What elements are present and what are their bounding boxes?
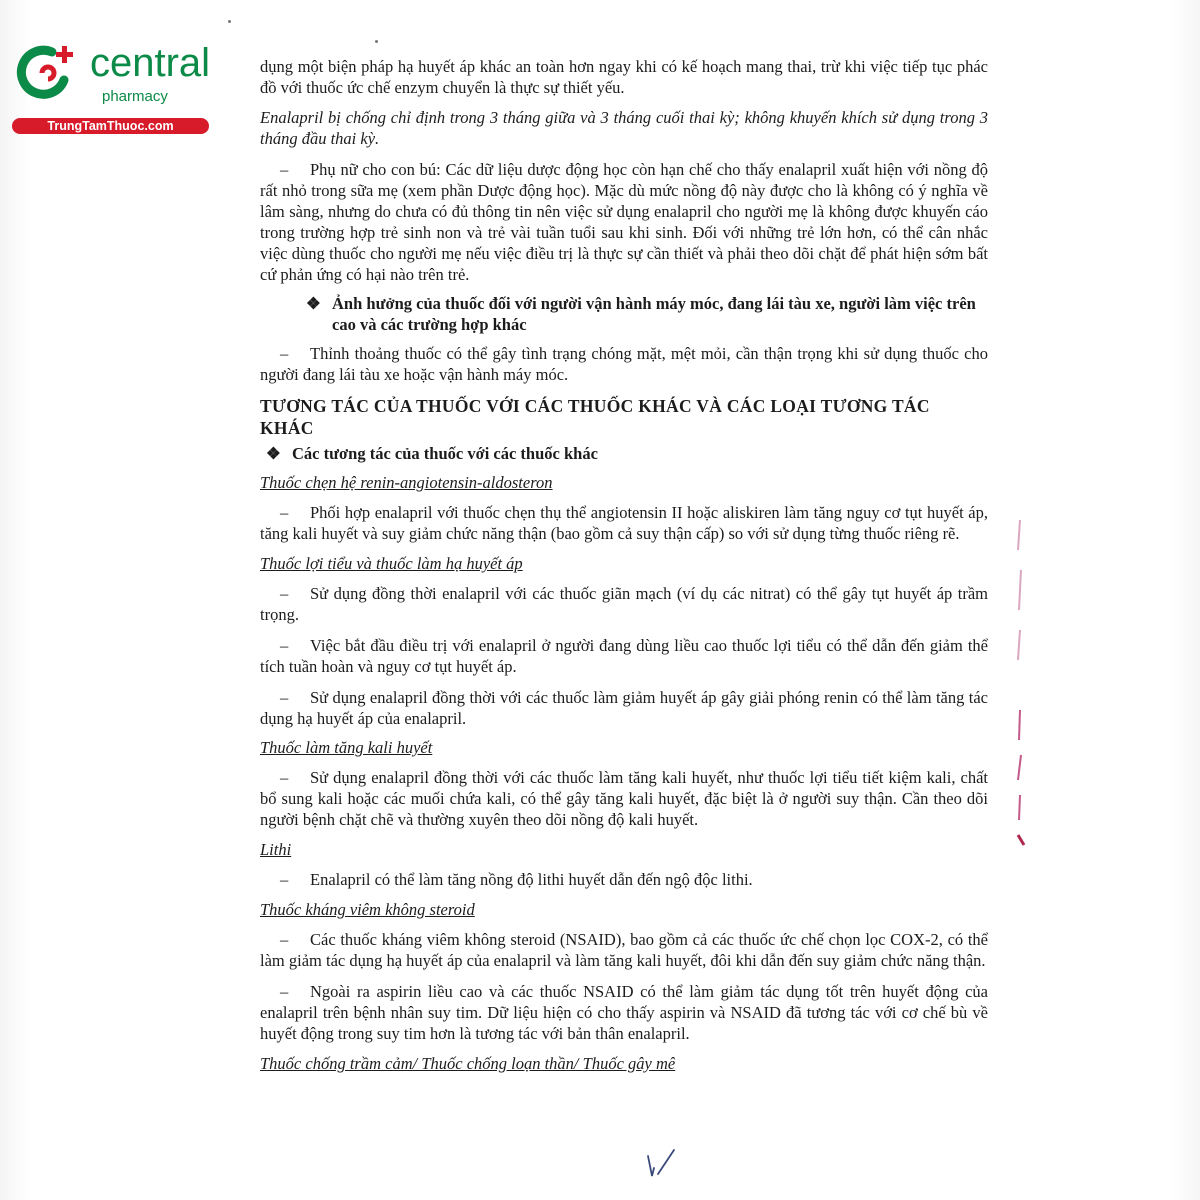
subheading-raas: Thuốc chẹn hệ renin-angiotensin-aldosteron xyxy=(260,473,553,492)
pharmacy-cross-icon xyxy=(12,40,78,106)
paragraph-text: Sử dụng enalapril đồng thời với các thuốc làm tăng kali huyết, như thuốc lợi tiểu tiết kiệm kali, chất bổ sung kali hoặc các muối chứa kali, có thể gây tăng kali huyết, đặc biệt là ở người suy thận. Cần theo dõi người bệnh chặt chẽ và thường xuyên theo dõi nồng độ kali huyết. xyxy=(260,768,988,829)
stamp-marks xyxy=(1010,510,1030,860)
paragraph-nsaid xyxy=(260,929,988,971)
paragraph-diuretics xyxy=(260,635,988,677)
paragraph-text: Phụ nữ cho con bú: Các dữ liệu dược động học còn hạn chế cho thấy enalapril xuất hiện với nồng độ rất nhỏ trong sữa mẹ (xem phần Dược động học). Mặc dù mức nồng độ này được cho là không có ý nghĩa về lâm sàng, nhưng do chưa có đủ thông tin nên việc sử dụng enalapril cho người mẹ là không được khuyến cáo trong trường hợp trẻ sinh non và trẻ vài tuần tuổi sau khi sinh. Đối với những trẻ lớn hơn, có thể cân nhắc việc dùng thuốc cho người mẹ nếu việc điều trị là thực sự cần thiết và phải theo dõi chặt để phát hiện sớm bất cứ phản ứng có hại nào trên trẻ. xyxy=(260,160,988,284)
subheading-lithium: Lithi xyxy=(260,840,292,859)
diamond-bullet-icon: ❖ xyxy=(306,294,321,313)
logo-name: central xyxy=(90,41,211,85)
paragraph-text: Sử dụng enalapril đồng thời với các thuốc làm giảm huyết áp gây giải phóng renin có thể làm tăng tác dụng hạ huyết áp của enalapril. xyxy=(260,688,988,728)
bullet-heading-drug-interactions xyxy=(266,443,988,464)
paragraph-aspirin xyxy=(260,981,988,1044)
dash-marker: – xyxy=(280,930,289,949)
subheading-diuretics: Thuốc lợi tiểu và thuốc làm hạ huyết áp xyxy=(260,554,523,573)
paragraph-text: Phối hợp enalapril với thuốc chẹn thụ thể angiotensin II hoặc aliskiren làm tăng nguy cơ tụt huyết áp, tăng kali huyết và suy giảm chức năng thận (bao gồm cả suy thận cấp) so với sử dụng từng thuốc riêng rẽ. xyxy=(260,503,988,543)
dash-marker: – xyxy=(280,636,289,655)
bullet-heading-text: Ảnh hưởng của thuốc đối với người vận hành máy móc, đang lái tàu xe, người làm việc trên cao và các trường hợp khác xyxy=(332,294,976,334)
paragraph-raas xyxy=(260,502,988,544)
central-pharmacy-logo[interactable] xyxy=(12,38,212,138)
subheading-nsaid: Thuốc kháng viêm không steroid xyxy=(260,900,475,919)
paragraph-text: Các thuốc kháng viêm không steroid (NSAID), bao gồm cả các thuốc ức chế chọn lọc COX-2, có thể làm giảm tác dụng hạ huyết áp của enalapril và làm tăng kali huyết, đôi khi dẫn đến suy giảm chức năng thận. xyxy=(260,930,988,970)
paragraph: dụng một biện pháp hạ huyết áp khác an toàn hơn ngay khi có kế hoạch mang thai, trừ khi việc tiếp tục phác đồ với thuốc ức chế enzym chuyển là thực sự thiết yếu. xyxy=(260,57,988,97)
paragraph-breastfeeding xyxy=(260,159,988,285)
dash-marker: – xyxy=(280,503,289,522)
paragraph-text: Việc bắt đầu điều trị với enalapril ở người đang dùng liều cao thuốc lợi tiểu có thể dẫn đến giảm thể tích tuần hoàn và nguy cơ tụt huyết áp. xyxy=(260,636,988,676)
scan-speck xyxy=(228,20,231,23)
dash-marker: – xyxy=(280,344,289,363)
section-heading-interactions: TƯƠNG TÁC CỦA THUỐC VỚI CÁC THUỐC KHÁC VÀ CÁC LOẠI TƯƠNG TÁC KHÁC xyxy=(260,396,930,438)
paragraph-lithium xyxy=(260,869,988,890)
logo-subtitle: pharmacy xyxy=(102,88,168,105)
subheading-potassium: Thuốc làm tăng kali huyết xyxy=(260,738,433,757)
logo-website[interactable]: TrungTamThuoc.com xyxy=(12,118,209,134)
paragraph-text: Thỉnh thoảng thuốc có thể gây tình trạng chóng mặt, mệt mỏi, cần thận trọng khi sử dụng thuốc cho người đang lái tàu xe hoặc vận hành máy móc. xyxy=(260,344,988,384)
paragraph-text: Sử dụng đồng thời enalapril với các thuốc giãn mạch (ví dụ các nitrat) có thể gây tụt huyết áp trầm trọng. xyxy=(260,584,988,624)
dash-marker: – xyxy=(280,584,289,603)
paragraph-text: Ngoài ra aspirin liều cao và các thuốc NSAID có thể làm giảm tác dụng tốt trên huyết động của enalapril trên bệnh nhân suy tim. Dữ liệu hiện có cho thấy aspirin và NSAID đã tương tác với cơ chế bù về huyết động trong suy tim hơn là tương tác với bản thân enalapril. xyxy=(260,982,988,1043)
paragraph-renin xyxy=(260,687,988,729)
bullet-heading-text: Các tương tác của thuốc với các thuốc khác xyxy=(292,444,598,463)
paragraph-potassium xyxy=(260,767,988,830)
dash-marker: – xyxy=(280,982,289,1001)
subheading-antidepressants: Thuốc chống trầm cảm/ Thuốc chống loạn thần/ Thuốc gây mê xyxy=(260,1054,676,1073)
dash-marker: – xyxy=(280,160,289,179)
bullet-heading-machinery xyxy=(306,293,988,335)
paragraph-italic: Enalapril bị chống chỉ định trong 3 tháng giữa và 3 tháng cuối thai kỳ; không khuyến khích sử dụng trong 3 tháng đầu thai kỳ. xyxy=(260,108,988,148)
paragraph-text: Enalapril có thể làm tăng nồng độ lithi huyết dẫn đến ngộ độc lithi. xyxy=(310,870,753,889)
document-body xyxy=(260,56,988,1074)
stamp-mark-graphic xyxy=(1010,510,1030,860)
signature-mark xyxy=(640,1146,684,1186)
diamond-bullet-icon: ❖ xyxy=(266,444,281,463)
paragraph-vasodilators xyxy=(260,583,988,625)
dash-marker: – xyxy=(280,688,289,707)
dash-marker: – xyxy=(280,870,289,889)
dash-marker: – xyxy=(280,768,289,787)
scan-speck xyxy=(375,40,378,43)
paragraph-machinery xyxy=(260,343,988,385)
